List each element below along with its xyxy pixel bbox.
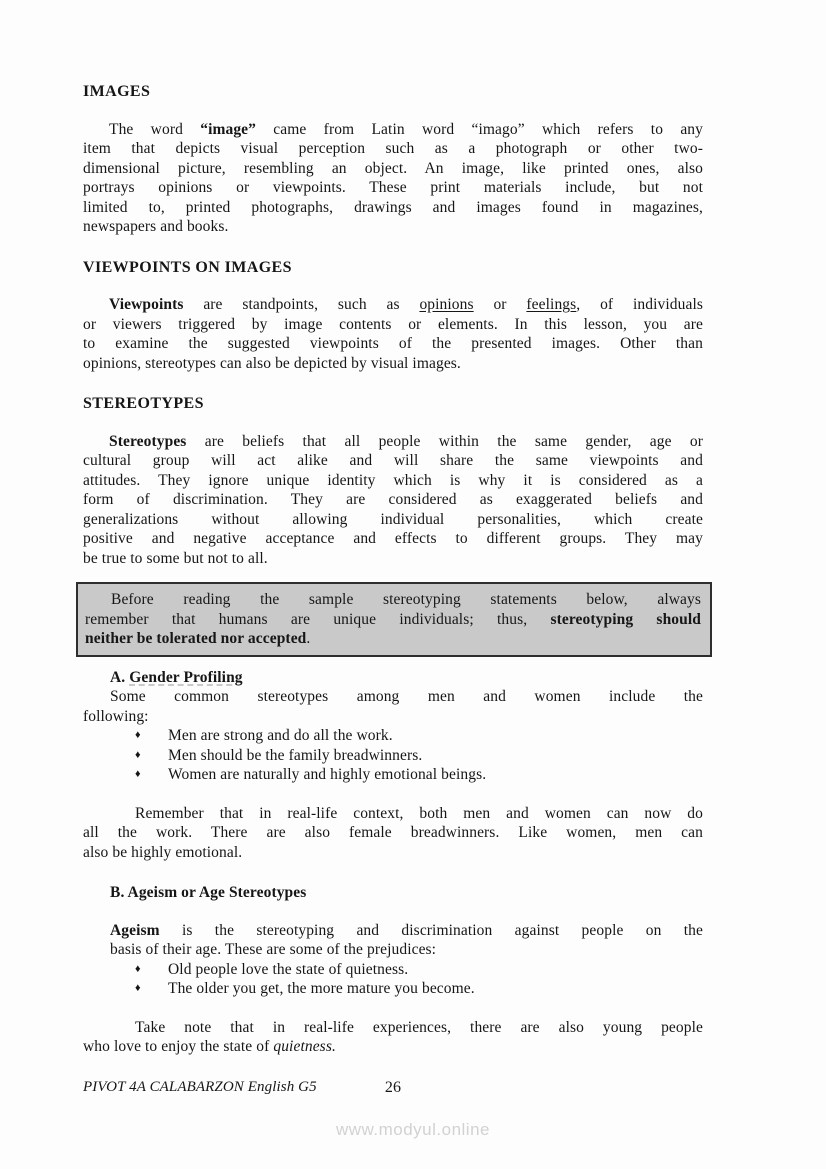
text-line bbox=[83, 940, 703, 960]
text-segment: Gender Profiling bbox=[129, 668, 243, 686]
text-line bbox=[83, 687, 703, 707]
text-segment: opinions, stereotypes can also be depicted by visual images. bbox=[83, 354, 461, 372]
list-item bbox=[83, 765, 703, 785]
text-segment: form of discrimination. They are considered as exaggerated beliefs and bbox=[83, 491, 703, 508]
text-segment: dimensional picture, resembling an object. An image, like printed ones, also bbox=[83, 159, 703, 177]
text-segment: The word bbox=[109, 120, 201, 138]
paragraph bbox=[83, 921, 703, 960]
text-segment: Take note that in real-life experiences, there are also young people bbox=[135, 1018, 703, 1036]
paragraph bbox=[83, 432, 703, 569]
text-segment: or bbox=[473, 296, 527, 313]
text-line bbox=[85, 610, 701, 630]
text-segment: quietness. bbox=[273, 1038, 336, 1055]
text-line bbox=[83, 217, 703, 237]
paragraph bbox=[83, 804, 703, 863]
bullet-icon: ♦ bbox=[135, 982, 141, 994]
text-segment: opinions bbox=[419, 296, 474, 313]
page-number: 26 bbox=[384, 1079, 402, 1096]
list-item-text: Men should be the family breadwinners. bbox=[168, 746, 423, 764]
list-item bbox=[83, 960, 703, 980]
list-item bbox=[83, 746, 703, 766]
text-line bbox=[83, 707, 703, 727]
text-segment: are beliefs that all people within the same gender, age or bbox=[186, 432, 703, 450]
text-segment: newspapers and books. bbox=[83, 218, 229, 235]
text-segment: stereotyping should bbox=[550, 610, 701, 628]
text-segment: following: bbox=[83, 707, 149, 725]
text-segment: limited to, printed photographs, drawings and images found in magazines, bbox=[83, 198, 703, 216]
text-segment: feelings bbox=[526, 296, 577, 313]
text-segment: came from Latin word “imago” which refers to any bbox=[256, 120, 704, 138]
footer-book-title: PIVOT 4A CALABARZON English G5 bbox=[83, 1079, 317, 1095]
text-line bbox=[83, 139, 703, 159]
text-line bbox=[85, 629, 701, 649]
bullet-icon: ♦ bbox=[135, 748, 141, 761]
text-segment: B. Ageism or Age Stereotypes bbox=[110, 884, 307, 901]
text-line bbox=[83, 471, 703, 491]
text-line bbox=[83, 178, 703, 198]
list-item-text: Old people love the state of quietness. bbox=[168, 960, 409, 978]
text-segment: Remember that in real-life context, both men and women can now do bbox=[135, 804, 703, 822]
text-segment: neither be tolerated nor accepted bbox=[85, 630, 307, 647]
text-line bbox=[83, 334, 703, 354]
text-segment: “image” bbox=[200, 120, 257, 138]
text-line bbox=[83, 529, 703, 549]
section-heading: STEREOTYPES bbox=[83, 395, 204, 412]
text-segment: . bbox=[306, 630, 311, 647]
text-segment: are standpoints, such as bbox=[183, 296, 420, 313]
text-segment: A. bbox=[110, 668, 130, 686]
text-line bbox=[83, 823, 703, 843]
text-segment: Stereotypes bbox=[109, 432, 187, 450]
text-segment: , of individuals bbox=[576, 296, 703, 313]
text-segment: all the work. There are also female breadwinners. Like women, men can bbox=[83, 824, 703, 841]
text-segment: portrays opinions or viewpoints. These print materials include, but not bbox=[83, 179, 703, 196]
text-line bbox=[83, 354, 703, 374]
text-segment: Before reading the sample stereotyping statements below, always bbox=[111, 591, 701, 608]
callout-box bbox=[76, 582, 712, 657]
paragraph bbox=[83, 120, 703, 237]
text-segment: cultural group will act alike and will share the same viewpoints and bbox=[83, 452, 703, 469]
text-line bbox=[83, 921, 703, 941]
text-segment: also be highly emotional. bbox=[83, 843, 243, 861]
paragraph bbox=[83, 1018, 703, 1057]
text-line bbox=[83, 1037, 703, 1057]
bullet-list bbox=[83, 726, 703, 785]
list-item bbox=[83, 979, 703, 999]
text-segment: attitudes. They ignore unique identity which is why it is considered as a bbox=[83, 471, 703, 489]
bullet-icon: ♦ bbox=[135, 768, 141, 780]
text-line bbox=[83, 451, 703, 471]
text-line bbox=[83, 159, 703, 179]
text-line bbox=[83, 315, 703, 335]
text-segment: to examine the suggested viewpoints of the presented images. Other than bbox=[83, 335, 703, 352]
bullet-icon: ♦ bbox=[135, 729, 141, 741]
section-heading: IMAGES bbox=[83, 83, 151, 100]
list-item-text: Women are naturally and highly emotional beings. bbox=[168, 766, 487, 783]
text-line bbox=[85, 590, 701, 610]
text-line bbox=[83, 510, 703, 530]
bullet-icon: ♦ bbox=[135, 962, 141, 975]
text-segment: remember that humans are unique individuals; thus, bbox=[85, 610, 551, 628]
text-segment: item that depicts visual perception such as a photograph or other two- bbox=[83, 140, 703, 157]
bullet-list bbox=[83, 960, 703, 999]
page-footer bbox=[83, 1078, 703, 1098]
text-line bbox=[83, 432, 703, 452]
text-line bbox=[83, 120, 703, 140]
list-item-text: The older you get, the more mature you become. bbox=[168, 980, 475, 997]
text-segment: basis of their age. These are some of the prejudices: bbox=[110, 941, 437, 958]
subsection-heading bbox=[83, 883, 703, 903]
section-heading: VIEWPOINTS ON IMAGES bbox=[83, 258, 292, 276]
text-segment: is the stereotyping and discrimination against people on the bbox=[159, 921, 703, 939]
text-line bbox=[83, 843, 703, 863]
text-line bbox=[83, 549, 703, 569]
text-segment: Viewpoints bbox=[109, 296, 184, 313]
paragraph bbox=[83, 687, 703, 726]
text-segment: Ageism bbox=[110, 921, 160, 939]
text-line bbox=[83, 490, 703, 510]
text-segment: or viewers triggered by image contents or elements. In this lesson, you are bbox=[83, 315, 703, 333]
paragraph bbox=[83, 295, 703, 373]
text-segment: who love to enjoy the state of bbox=[83, 1038, 274, 1055]
text-segment: Some common stereotypes among men and women include the bbox=[110, 688, 703, 705]
text-segment: positive and negative acceptance and effects to different groups. They may bbox=[83, 530, 703, 547]
text-segment: generalizations without allowing individual personalities, which create bbox=[83, 510, 703, 528]
text-line bbox=[83, 295, 703, 315]
subsection-heading bbox=[83, 668, 703, 688]
list-item bbox=[83, 726, 703, 746]
text-line bbox=[83, 1018, 703, 1038]
text-line bbox=[83, 198, 703, 218]
watermark-text: www.modyul.online bbox=[335, 1120, 490, 1139]
text-line bbox=[83, 804, 703, 824]
list-item-text: Men are strong and do all the work. bbox=[168, 727, 393, 744]
text-segment: be true to some but not to all. bbox=[83, 549, 268, 567]
